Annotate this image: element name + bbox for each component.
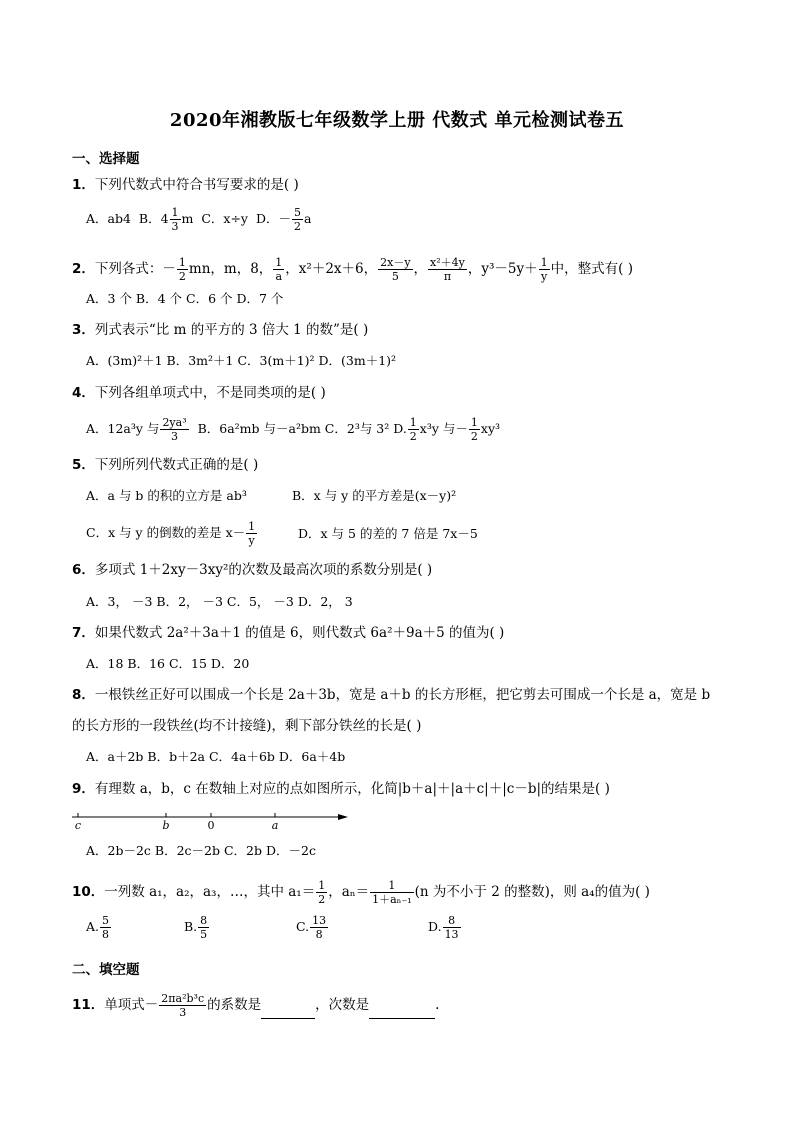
question-7-options: A．18 B．16 C．15 D．20 xyxy=(86,656,250,671)
question-2-options: A．3 个 B．4 个 C．6 个 D．7 个 xyxy=(86,291,284,306)
label-a: a xyxy=(271,819,279,832)
question-8-line-2: 的长方形的一段铁丝(均不计接缝)，剩下部分铁丝的长是( ) xyxy=(72,718,422,734)
question-9-options: A．2b－2c B．2c－2b C．2b D．－2c xyxy=(86,843,316,858)
question-2: 2．下列各式：－ $\frac{1}{2}$ mn，m，8， $\frac{1}{a}$ ，x²＋2x＋6， $\frac{2x-y}{5}$ ， $\frac{\text{x²＋4y}}{\pi}$ ，y³－5y＋ $\frac{1}{y}$ 中，整式有( ) xyxy=(72,256,633,283)
question-5-option-d: D．x 与 5 的差的 7 倍是 7x－5 xyxy=(298,526,478,541)
label-c: c xyxy=(74,819,82,832)
answer-blank-coefficient[interactable] xyxy=(261,1004,315,1019)
question-8-options: A．a＋2b B．b＋2a C．4a＋6b D．6a＋4b xyxy=(86,749,346,764)
section-choice: 一、选择题 xyxy=(72,151,140,167)
question-4: 4．下列各组单项式中，不是同类项的是( ) xyxy=(72,385,326,401)
question-5: 5．下列所列代数式正确的是( ) xyxy=(72,457,259,473)
question-1: 1．下列代数式中符合书写要求的是( ) xyxy=(72,177,299,193)
section-fill-blank: 二、填空题 xyxy=(72,962,140,978)
question-10-option-b: B. $\frac{8}{5}$ xyxy=(184,914,208,941)
label-b: b xyxy=(162,819,170,832)
question-9: 9．有理数 a，b，c 在数轴上对应的点如图所示，化简|b＋a|＋|a＋c|＋|c－b|的结果是( ) xyxy=(72,781,610,797)
answer-blank-degree[interactable] xyxy=(369,1004,435,1019)
number-line-arrow xyxy=(338,814,348,820)
question-5-option-b: B．x 与 y 的平方差是(x－y)² xyxy=(292,488,457,503)
question-8: 8．一根铁丝正好可以围成一个长是 2a＋3b，宽是 a＋b 的长方形框，把它剪去可围成一个长是 a，宽是 b xyxy=(72,687,711,703)
page-title: 2020年湘教版七年级数学上册 代数式 单元检测试卷五 xyxy=(169,110,625,131)
question-6-options: A．3， －3 B．2， －3 C．5， －3 D．2， 3 xyxy=(86,594,353,609)
question-5-option-a: A．a 与 b 的积的立方是 ab³ xyxy=(86,488,247,503)
question-10-option-a: A. $\frac{5}{8}$ xyxy=(86,914,110,941)
number-line-figure xyxy=(68,808,353,834)
question-10-option-c: C. $\frac{13}{8}$ xyxy=(296,914,327,941)
question-1-options: A．ab4 B．4 $\frac{1}{3}$ m C．x÷y D．－ $\frac{5}{2}$ a xyxy=(86,206,312,233)
question-10: 10．一列数 a₁，a₂，a₃，…，其中 a₁＝ $\frac{1}{2}$ ，aₙ＝ $\frac{1}{\text{1＋aₙ₋₁}}$ (n 为不小于 2 的整数)，则 a₄的值为( ) xyxy=(72,879,650,906)
question-3: 3．列式表示“比 m 的平方的 3 倍大 1 的数”是( ) xyxy=(72,322,369,338)
question-7: 7．如果代数式 2a²＋3a＋1 的值是 6，则代数式 6a²＋9a＋5 的值为( ) xyxy=(72,625,505,641)
question-5-option-c: C．x 与 y 的倒数的差是 x－ $\frac{1}{y}$ xyxy=(86,520,256,547)
question-3-options: A．(3m)²＋1 B．3m²＋1 C．3(m＋1)² D．(3m＋1)² xyxy=(86,353,397,368)
label-zero: 0 xyxy=(207,819,215,832)
question-6: 6．多项式 1＋2xy－3xy²的次数及最高次项的系数分别是( ) xyxy=(72,562,433,578)
question-11: 11．单项式－ $\frac{\text{2πa²b³c}}{3}$ 的系数是 ，次数是 . xyxy=(72,992,440,1019)
question-4-options: A．12a³y 与 $\frac{\text{2ya³}}{3}$ B．6a²mb 与－a²bm C．2³与 3² D. $\frac{1}{2}$ x³y 与－ $\frac{1}{2}$ xy³ xyxy=(86,416,501,443)
question-10-option-d: D. $\frac{8}{13}$ xyxy=(428,914,459,941)
